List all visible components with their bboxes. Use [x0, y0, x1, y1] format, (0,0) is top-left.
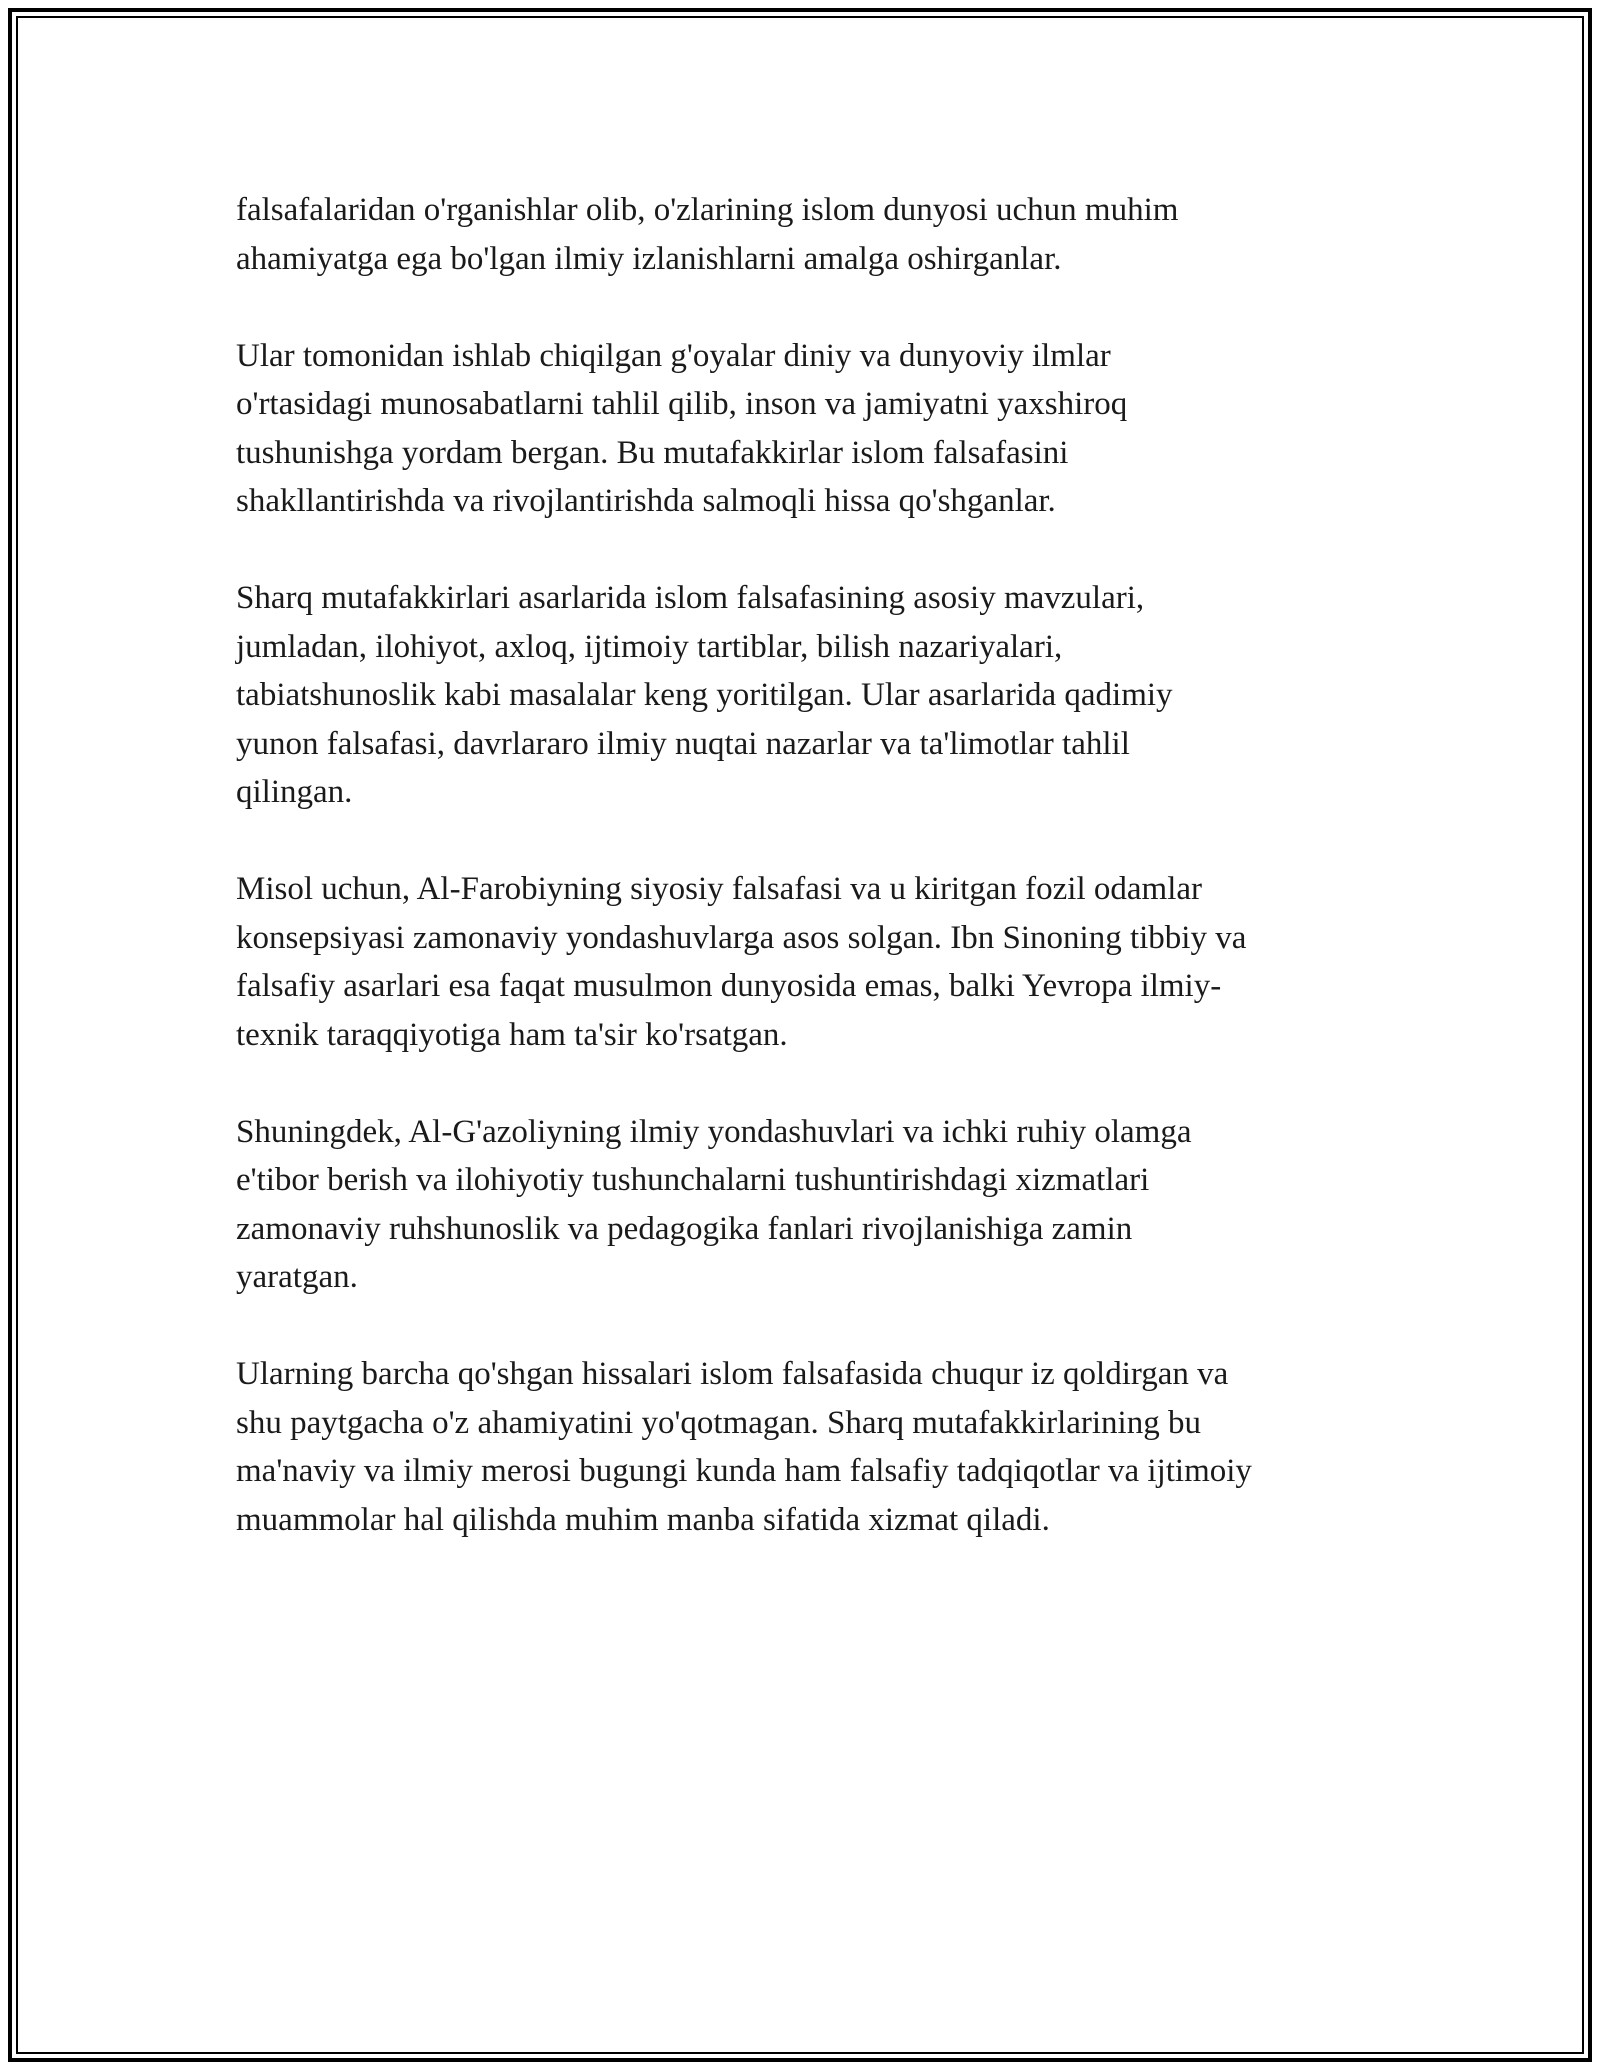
- text-line: tabiatshunoslik kabi masalalar keng yoritilgan. Ular asarlarida qadimiy: [236, 677, 1173, 713]
- text-line: Ular tomonidan ishlab chiqilgan g'oyalar diniy va dunyoviy ilmlar: [236, 337, 1111, 374]
- text-line: jumladan, ilohiyot, axloq, ijtimoiy tartiblar, bilish nazariyalari,: [236, 628, 1063, 665]
- text-line: yunon falsafasi, davrlararo ilmiy nuqtai nazarlar va ta'limotlar tahlil: [236, 725, 1130, 762]
- text-line: ma'naviy va ilmiy merosi bugungi kunda ham falsafiy tadqiqotlar va ijtimoiy: [236, 1453, 1252, 1489]
- text-line: Misol uchun, Al-Farobiyning siyosiy falsafasi va u kiritgan fozil odamlar: [236, 871, 1203, 907]
- text-line: yaratgan.: [236, 1259, 358, 1295]
- text-line: konsepsiyasi zamonaviy yondashuvlarga asos solgan. Ibn Sinoning tibbiy va: [236, 919, 1247, 956]
- paragraph-5: [236, 1108, 1386, 1302]
- text-line: ahamiyatga ega bo'lgan ilmiy izlanishlarni amalga oshirganlar.: [236, 240, 1062, 277]
- text-line: shakllantirishda va rivojlantirishda salmoqli hissa qo'shganlar.: [236, 483, 1056, 519]
- text-line: Ularning barcha qo'shgan hissalari islom falsafasida chuqur iz qoldirgan va: [236, 1356, 1229, 1392]
- paragraph-3: [236, 574, 1386, 817]
- text-line: falsafiy asarlari esa faqat musulmon dunyosida emas, balki Yevropa ilmiy-: [236, 968, 1222, 1004]
- document-body: [236, 186, 1386, 1593]
- text-line: e'tibor berish va ilohiyotiy tushunchalarni tushuntirishdagi xizmatlari: [236, 1162, 1150, 1198]
- text-line: Shuningdek, Al-G'azoliyning ilmiy yondashuvlari va ichki ruhiy olamga: [236, 1113, 1192, 1150]
- text-line: falsafalaridan o'rganishlar olib, o'zlarining islom dunyosi uchun muhim: [236, 192, 1179, 228]
- text-line: texnik taraqqiyotiga ham ta'sir ko'rsatgan.: [236, 1016, 788, 1053]
- text-line: zamonaviy ruhshunoslik va pedagogika fanlari rivojlanishiga zamin: [236, 1210, 1133, 1247]
- paragraph-1: [236, 186, 1386, 283]
- paragraph-4: [236, 865, 1386, 1059]
- text-line: Sharq mutafakkirlari asarlarida islom falsafasining asosiy mavzulari,: [236, 580, 1145, 616]
- text-line: shu paytgacha o'z ahamiyatini yo'qotmagan. Sharq mutafakkirlarining bu: [236, 1404, 1201, 1441]
- text-line: qilingan.: [236, 774, 353, 810]
- paragraph-2: [236, 332, 1386, 526]
- paragraph-6: [236, 1350, 1386, 1544]
- text-line: o'rtasidagi munosabatlarni tahlil qilib, inson va jamiyatni yaxshiroq: [236, 386, 1128, 422]
- text-line: muammolar hal qilishda muhim manba sifatida xizmat qiladi.: [236, 1501, 1050, 1538]
- text-line: tushunishga yordam bergan. Bu mutafakkirlar islom falsafasini: [236, 434, 1069, 471]
